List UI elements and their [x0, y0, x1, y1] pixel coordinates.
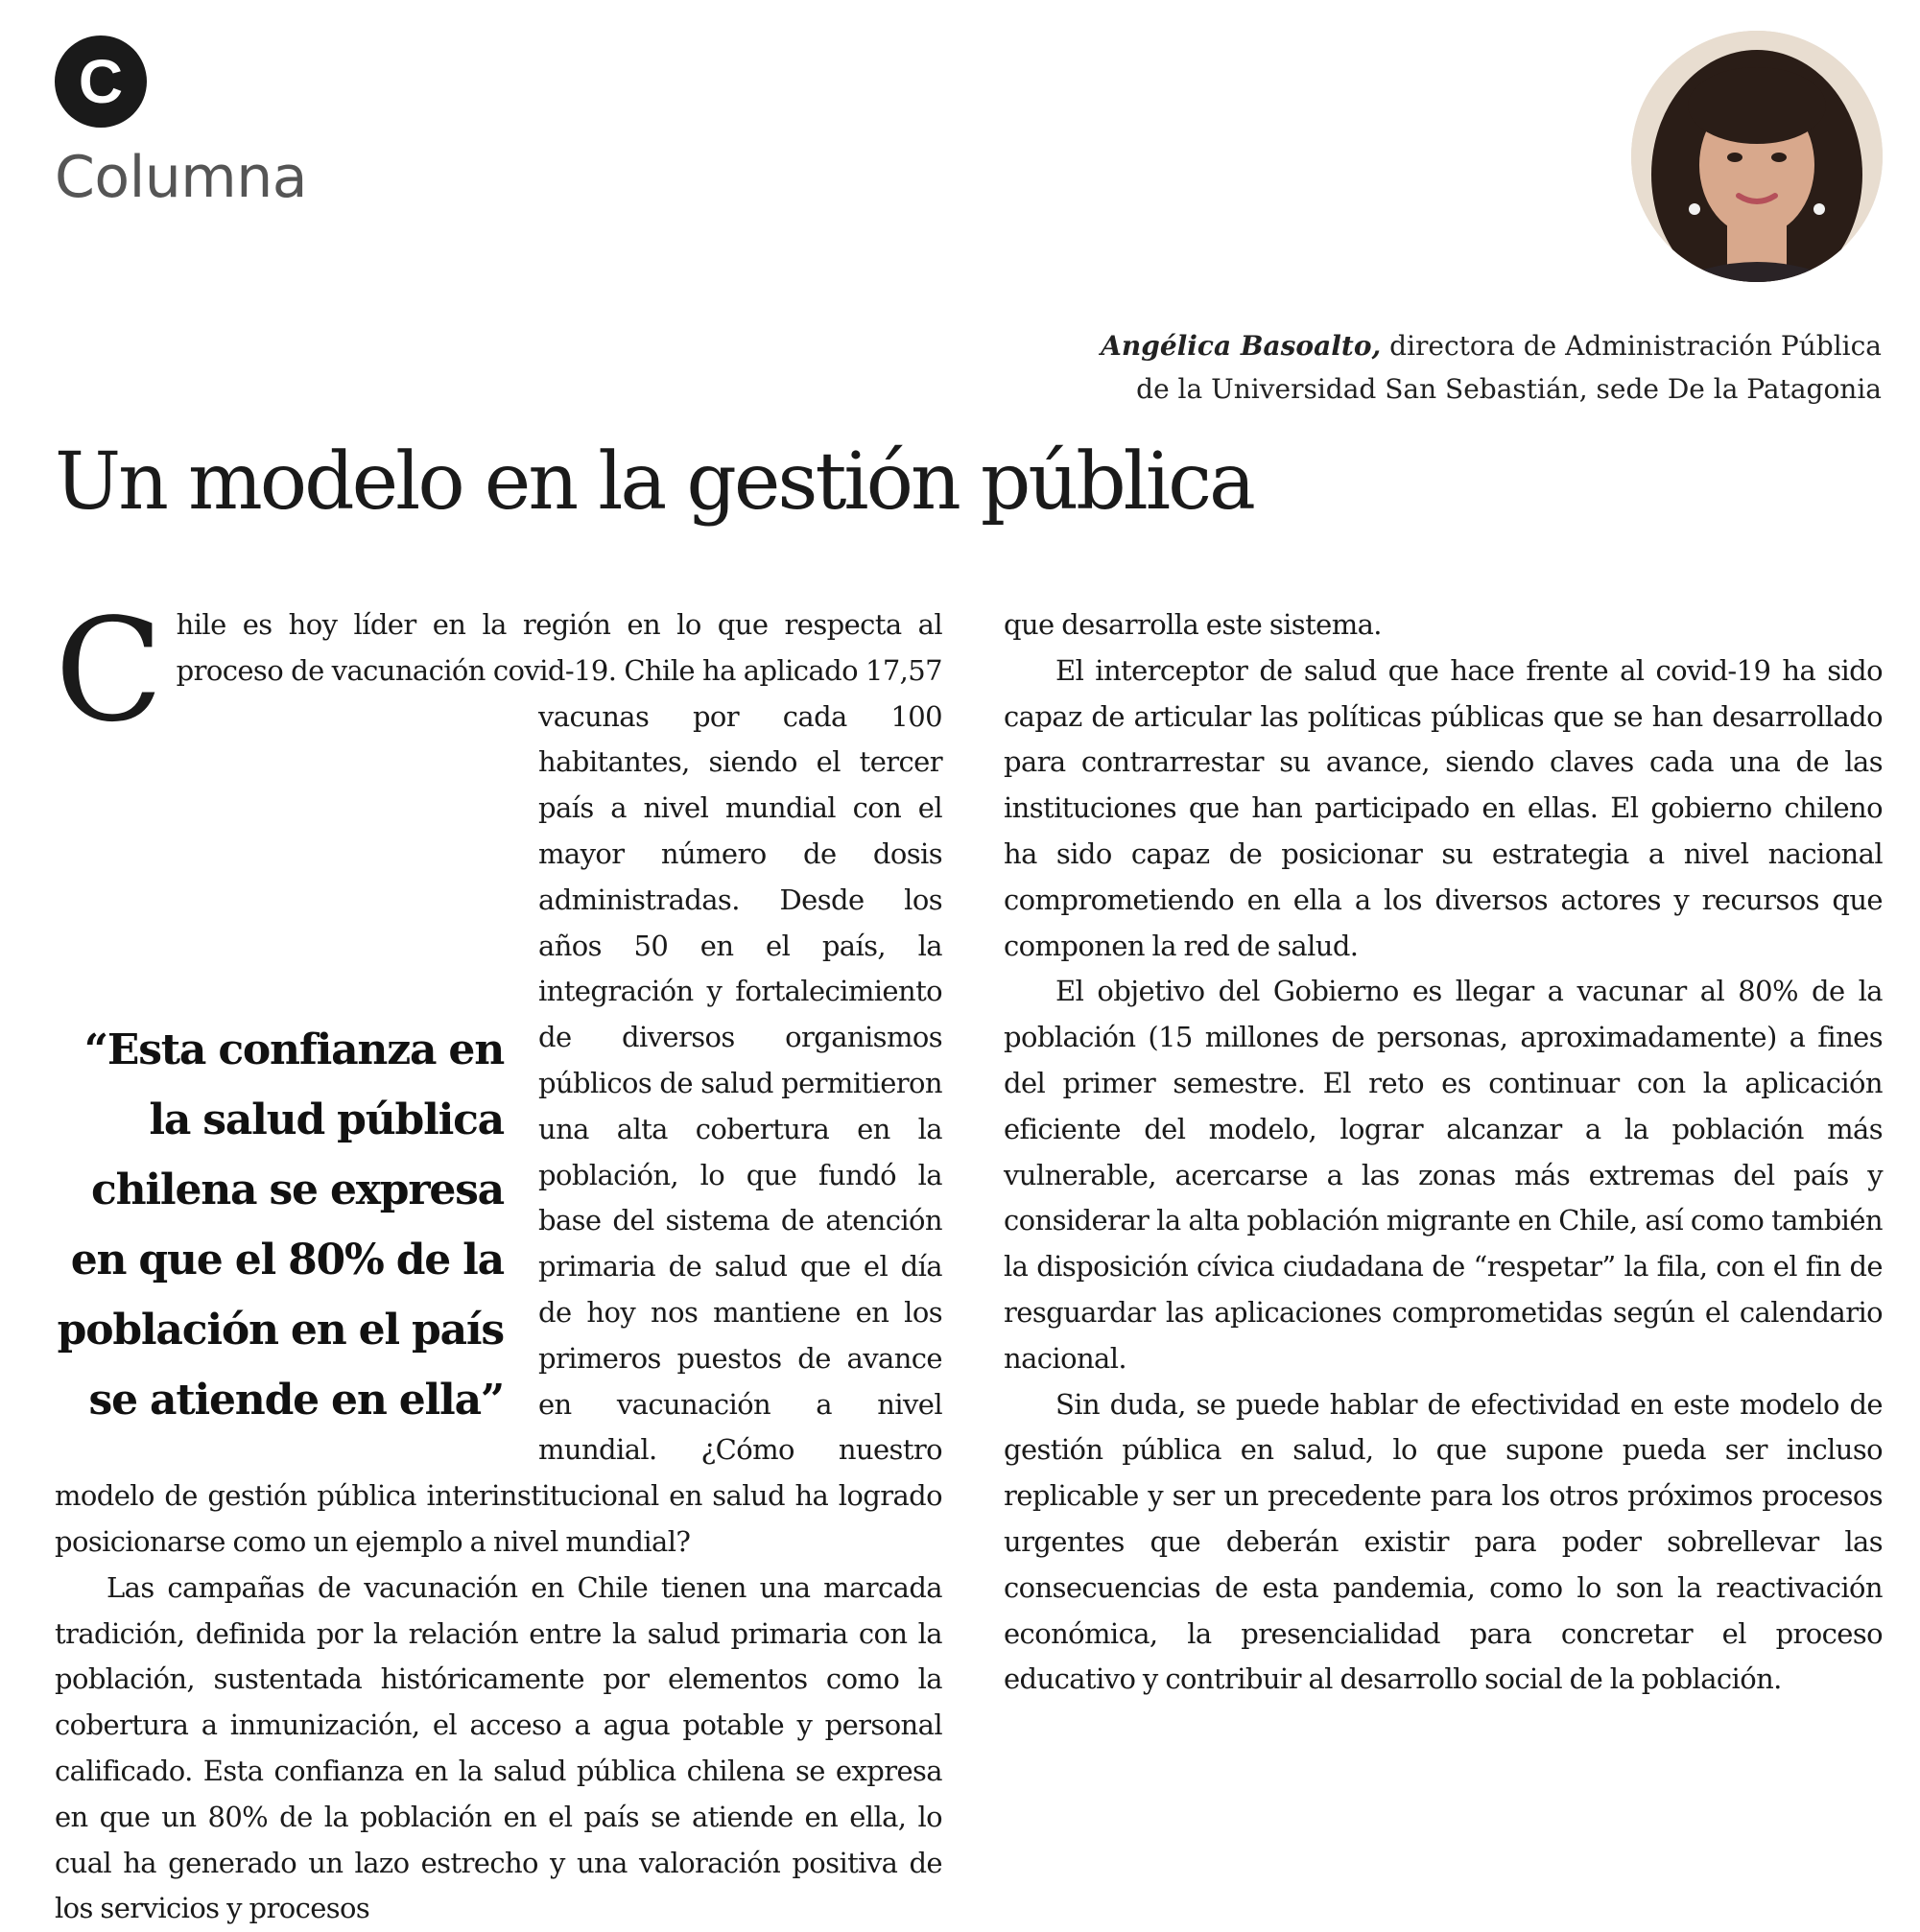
byline [1101, 324, 1882, 411]
article-column-left [55, 588, 942, 1932]
logo-letter: C [78, 47, 124, 116]
author-role-1: directora de Administración Pública [1381, 330, 1882, 362]
author-avatar [1631, 31, 1883, 282]
drop-cap: C [55, 588, 163, 753]
headline: Un modelo en la gestión pública [55, 436, 1253, 528]
author-role-2: de la Universidad San Sebastián, sede De la Patagonia [1136, 373, 1882, 405]
paragraph-3: El interceptor de salud que hace frente al covid-19 ha sido capaz de articular las políticas públicas que se han desarrollado para contrarrestar su avance, siendo claves cada una de las instituciones que han participado en ellas. El gobierno chileno ha sido capaz de posicionar su estrategia a nivel nacional comprometiendo en ella a los diversos actores y recursos que componen la red de salud. [1004, 653, 1883, 962]
pull-quote: “Esta confianza en la salud pública chilena se expresa en que el 80% de la población en el país se atiende en ella” [57, 1025, 504, 1425]
author-portrait-icon [1631, 31, 1883, 282]
paragraph-5: Sin duda, se puede hablar de efectividad en este modelo de gestión pública en salud, lo que supone pueda ser incluso replicable y ser un precedente para los otros próximos procesos urgentes que deberán existir para poder sobrellevar las consecuencias de esta pandemia, como lo son la reactivación económica, la presencialidad para concretar el proceso educativo y contribuir al desarrollo social de la población. [1004, 1387, 1883, 1696]
paragraph-2-continued: que desarrolla este sistema. [1004, 608, 1382, 641]
paragraph-4: El objetivo del Gobierno es llegar a vacunar al 80% de la población (15 millones de personas, aproximadamente) a fines del primer semestre. El reto es continuar con la aplicación eficiente del modelo, lograr alcanzar a la población más vulnerable, acercarse a las zonas más extremas del país y considerar la alta población migrante en Chile, así como también la disposición cívica ciudadana de “respetar” la fila, con el fin de resguardar las aplicaciones comprometidas según el calendario nacional. [1004, 975, 1883, 1375]
paragraph-2: Las campañas de vacunación en Chile tienen una marcada tradición, definida por la relación entre la salud primaria con la población, sustentada históricamente por elementos como la cobertura a inmunización, el acceso a agua potable y personal calificado. Esta confianza en la salud pública chilena se expresa en que un 80% de la población en el país se atiende en ella, lo cual ha generado un lazo estrecho y una valoración positiva de los servicios y procesos [55, 1570, 942, 1925]
byline-line-1 [1101, 324, 1882, 367]
section-label: Columna [55, 144, 308, 211]
paragraph-1-text: hile es hoy líder en la región en lo que respecta al proceso de vacunación covid-19. Chile ha aplicado 17,57 vacunas por cada 100 habitantes, siendo el tercer país a nivel mundial con el mayor número de dosis administradas. Desde los años 50 en el país, la integración y fortalecimiento de diversos organismos públicos de salud permitieron una alta cobertura en la población, lo que fundó la base del sistema de atención primaria de salud que el día de hoy nos mantiene en los primeros puestos de avance en vacunación a nivel mundial. ¿Cómo nuestro modelo de gestión pública interinstitucional en salud ha logrado posicionarse como un ejemplo a nivel mundial? [55, 608, 942, 1558]
publication-logo [55, 35, 147, 128]
paragraph-1 [55, 588, 942, 1566]
author-name: Angélica Basoalto, [1101, 330, 1382, 362]
article-column-right [1004, 602, 1883, 1703]
